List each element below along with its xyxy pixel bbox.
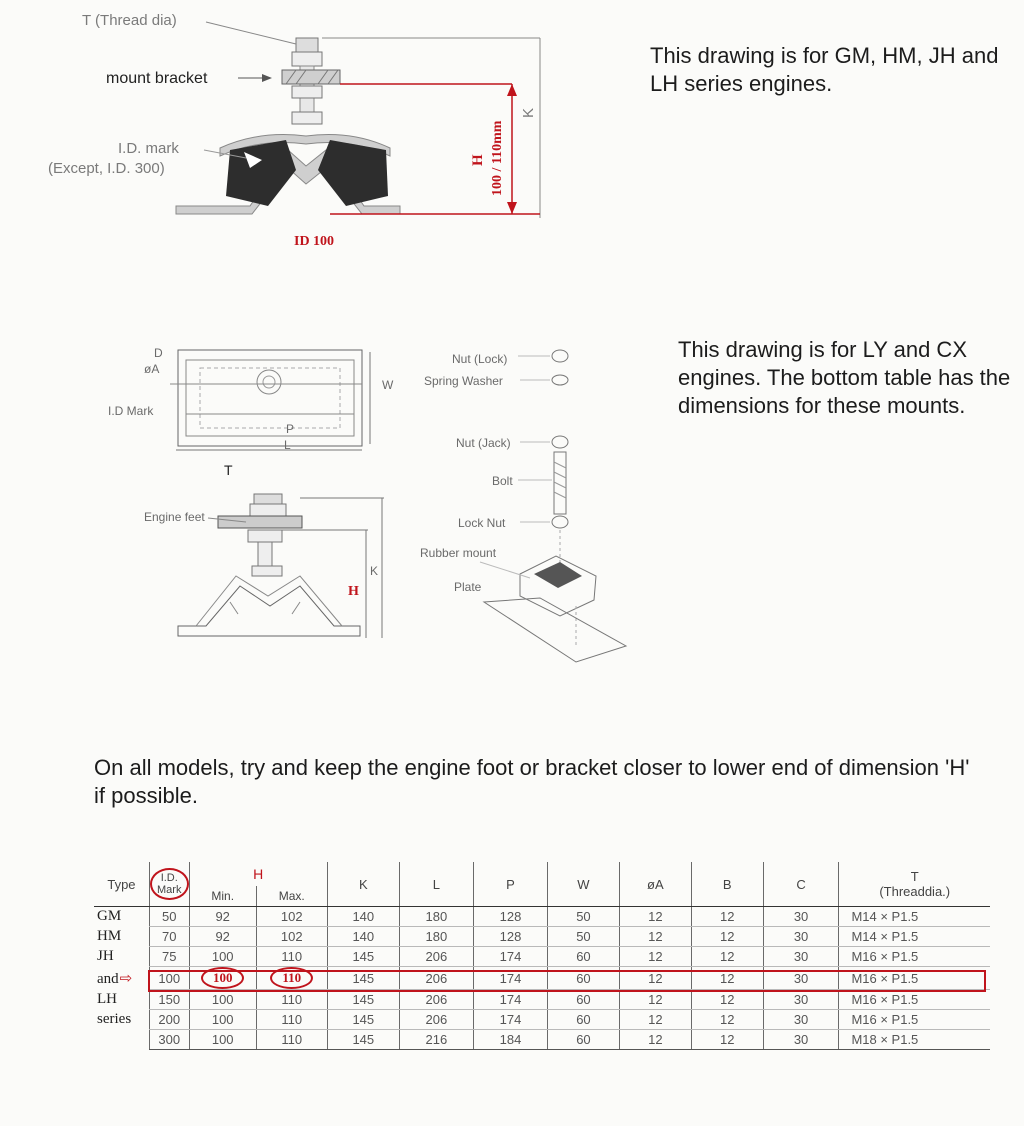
id-mark-cell: 50 (149, 907, 189, 927)
h-max-cell: 110 (256, 990, 327, 1010)
h-min-cell: 100 (189, 1010, 256, 1030)
id-mark-cell: 200 (149, 1010, 189, 1030)
thread-cell: M16 × P1.5 (839, 947, 990, 967)
id-caption: ID 100 (294, 234, 335, 249)
table-row (94, 947, 990, 967)
a-cell: 12 (619, 1010, 691, 1030)
type-cell (94, 1010, 149, 1030)
highlight-arrow-icon: ⇨ (119, 970, 133, 987)
type-cell (94, 927, 149, 947)
id-mark-exception-label: (Except, I.D. 300) (48, 160, 165, 177)
l-cell: 216 (399, 1030, 473, 1050)
h-min-cell: 100 (189, 1030, 256, 1050)
l-cell: 206 (399, 947, 473, 967)
plate-label: Plate (454, 580, 482, 594)
engine-feet-label: Engine feet (144, 510, 205, 524)
t-label: T (224, 462, 233, 478)
b-cell: 12 (691, 1030, 763, 1050)
bolt-label: Bolt (492, 474, 513, 488)
l-header: L (399, 862, 473, 907)
type-cell (94, 967, 149, 990)
k-side-label: K (370, 564, 379, 578)
c-cell: 30 (763, 1010, 839, 1030)
h-side-label: H (348, 584, 359, 599)
type-cell (94, 907, 149, 927)
b-cell: 12 (691, 990, 763, 1010)
thread-cell: M18 × P1.5 (839, 1030, 990, 1050)
h-max-header: Max. (256, 886, 327, 907)
thread-cell: M14 × P1.5 (839, 927, 990, 947)
mount-drawing-top (0, 0, 560, 260)
spring-washer-label: Spring Washer (424, 374, 503, 388)
k-dimension-label: K (520, 107, 537, 118)
h-min-cell: 100 (201, 967, 245, 989)
b-cell: 12 (691, 1010, 763, 1030)
highlighted-row-box (148, 970, 986, 992)
thread-cell: M16 × P1.5 (839, 990, 990, 1010)
h-min-header: Min. (189, 886, 256, 907)
table-row (94, 927, 990, 947)
l-cell: 206 (399, 967, 473, 990)
id-mark-cell: 70 (149, 927, 189, 947)
k-cell: 140 (327, 907, 399, 927)
h-min-cell: 92 (189, 927, 256, 947)
middle-drawing-note: This drawing is for LY and CX engines. The bottom table has the dimensions for these mounts. (678, 337, 1011, 418)
mount-drawing-middle (0, 330, 660, 750)
id-mark-header: I.D. Mark (150, 868, 189, 900)
table-header-row (94, 862, 990, 886)
h-max-cell: 102 (256, 907, 327, 927)
a-cell: 12 (619, 947, 691, 967)
table-row (94, 1030, 990, 1050)
h-max-cell: 110 (256, 1030, 327, 1050)
k-cell: 140 (327, 927, 399, 947)
p-cell: 174 (473, 947, 547, 967)
t-header: T (910, 869, 919, 884)
c-cell: 30 (763, 967, 839, 990)
p-cell: 174 (473, 967, 547, 990)
b-cell: 12 (691, 967, 763, 990)
thread-cell: M14 × P1.5 (839, 907, 990, 927)
table-row (94, 1010, 990, 1030)
type-label: and (97, 970, 119, 987)
h-header: H (189, 862, 327, 886)
c-cell: 30 (763, 990, 839, 1010)
a-cell: 12 (619, 1030, 691, 1050)
c-header: C (763, 862, 839, 907)
id-mark-top-label: I.D Mark (108, 404, 154, 418)
type-label: HM (97, 928, 122, 944)
table-row (94, 990, 990, 1010)
id-mark-cell: 150 (149, 990, 189, 1010)
id-mark-cell: 100 (149, 967, 189, 990)
type-cell (94, 990, 149, 1010)
a-header: øA (619, 862, 691, 907)
p-cell: 128 (473, 907, 547, 927)
h-max-cell: 102 (256, 927, 327, 947)
a-cell: 12 (619, 927, 691, 947)
a-cell: 12 (619, 990, 691, 1010)
thread-label: T (Thread dia) (82, 12, 177, 29)
p-cell: 174 (473, 990, 547, 1010)
type-cell (94, 1030, 149, 1050)
type-cell (94, 947, 149, 967)
h-max-cell: 110 (256, 947, 327, 967)
type-label: series (97, 1011, 132, 1027)
c-cell: 30 (763, 907, 839, 927)
k-cell: 145 (327, 967, 399, 990)
h-max-cell: 110 (256, 1010, 327, 1030)
thread-cell: M16 × P1.5 (839, 967, 990, 990)
l-cell: 206 (399, 1010, 473, 1030)
table-row (94, 907, 990, 927)
nut-jack-label: Nut (Jack) (456, 436, 511, 450)
w-cell: 60 (548, 947, 620, 967)
c-cell: 30 (763, 1030, 839, 1050)
c-cell: 30 (763, 947, 839, 967)
l-label: L (284, 438, 291, 452)
k-header: K (327, 862, 399, 907)
p-cell: 128 (473, 927, 547, 947)
type-label: GM (97, 908, 122, 925)
p-label: P (286, 422, 295, 436)
p-cell: 174 (473, 1010, 547, 1030)
c-cell: 30 (763, 927, 839, 947)
p-cell: 184 (473, 1030, 547, 1050)
type-label: JH (97, 948, 114, 964)
a-cell: 12 (619, 907, 691, 927)
h-min-cell: 92 (189, 907, 256, 927)
id-mark-label: I.D. mark (118, 140, 179, 157)
k-cell: 145 (327, 1010, 399, 1030)
l-cell: 180 (399, 907, 473, 927)
k-cell: 145 (327, 1030, 399, 1050)
t-sub-header: (Threaddia.) (879, 884, 951, 899)
w-label: W (382, 378, 394, 392)
w-cell: 50 (548, 907, 620, 927)
a-label: øA (144, 362, 160, 376)
p-header: P (473, 862, 547, 907)
lock-nut-label: Lock Nut (458, 516, 506, 530)
b-cell: 12 (691, 907, 763, 927)
thread-cell: M16 × P1.5 (839, 1010, 990, 1030)
h-value-label: 100 / 110mm (490, 120, 505, 196)
id-mark-cell: 75 (149, 947, 189, 967)
mount-bracket-label: mount bracket (106, 70, 208, 87)
a-cell: 12 (619, 967, 691, 990)
rubber-mount-label: Rubber mount (420, 546, 497, 560)
top-drawing-note: This drawing is for GM, HM, JH and LH series engines. (650, 43, 999, 96)
w-cell: 60 (548, 1010, 620, 1030)
w-cell: 50 (548, 927, 620, 947)
h-min-cell: 100 (189, 990, 256, 1010)
dimension-table (94, 862, 990, 1050)
type-label: LH (97, 991, 117, 1007)
h-max-cell: 110 (270, 967, 313, 989)
b-header: B (691, 862, 763, 907)
k-cell: 145 (327, 947, 399, 967)
d-label: D (154, 346, 163, 360)
k-cell: 145 (327, 990, 399, 1010)
b-cell: 12 (691, 927, 763, 947)
h-dimension-label: H (470, 154, 486, 166)
l-cell: 180 (399, 927, 473, 947)
id-mark-cell: 300 (149, 1030, 189, 1050)
w-header: W (548, 862, 620, 907)
general-note: On all models, try and keep the engine foot or bracket closer to lower end of dimension 'H' if possible. (94, 755, 970, 808)
w-cell: 60 (548, 967, 620, 990)
nut-lock-label: Nut (Lock) (452, 352, 508, 366)
w-cell: 60 (548, 1030, 620, 1050)
h-min-cell: 100 (189, 947, 256, 967)
type-header: Type (94, 862, 149, 907)
w-cell: 60 (548, 990, 620, 1010)
b-cell: 12 (691, 947, 763, 967)
l-cell: 206 (399, 990, 473, 1010)
